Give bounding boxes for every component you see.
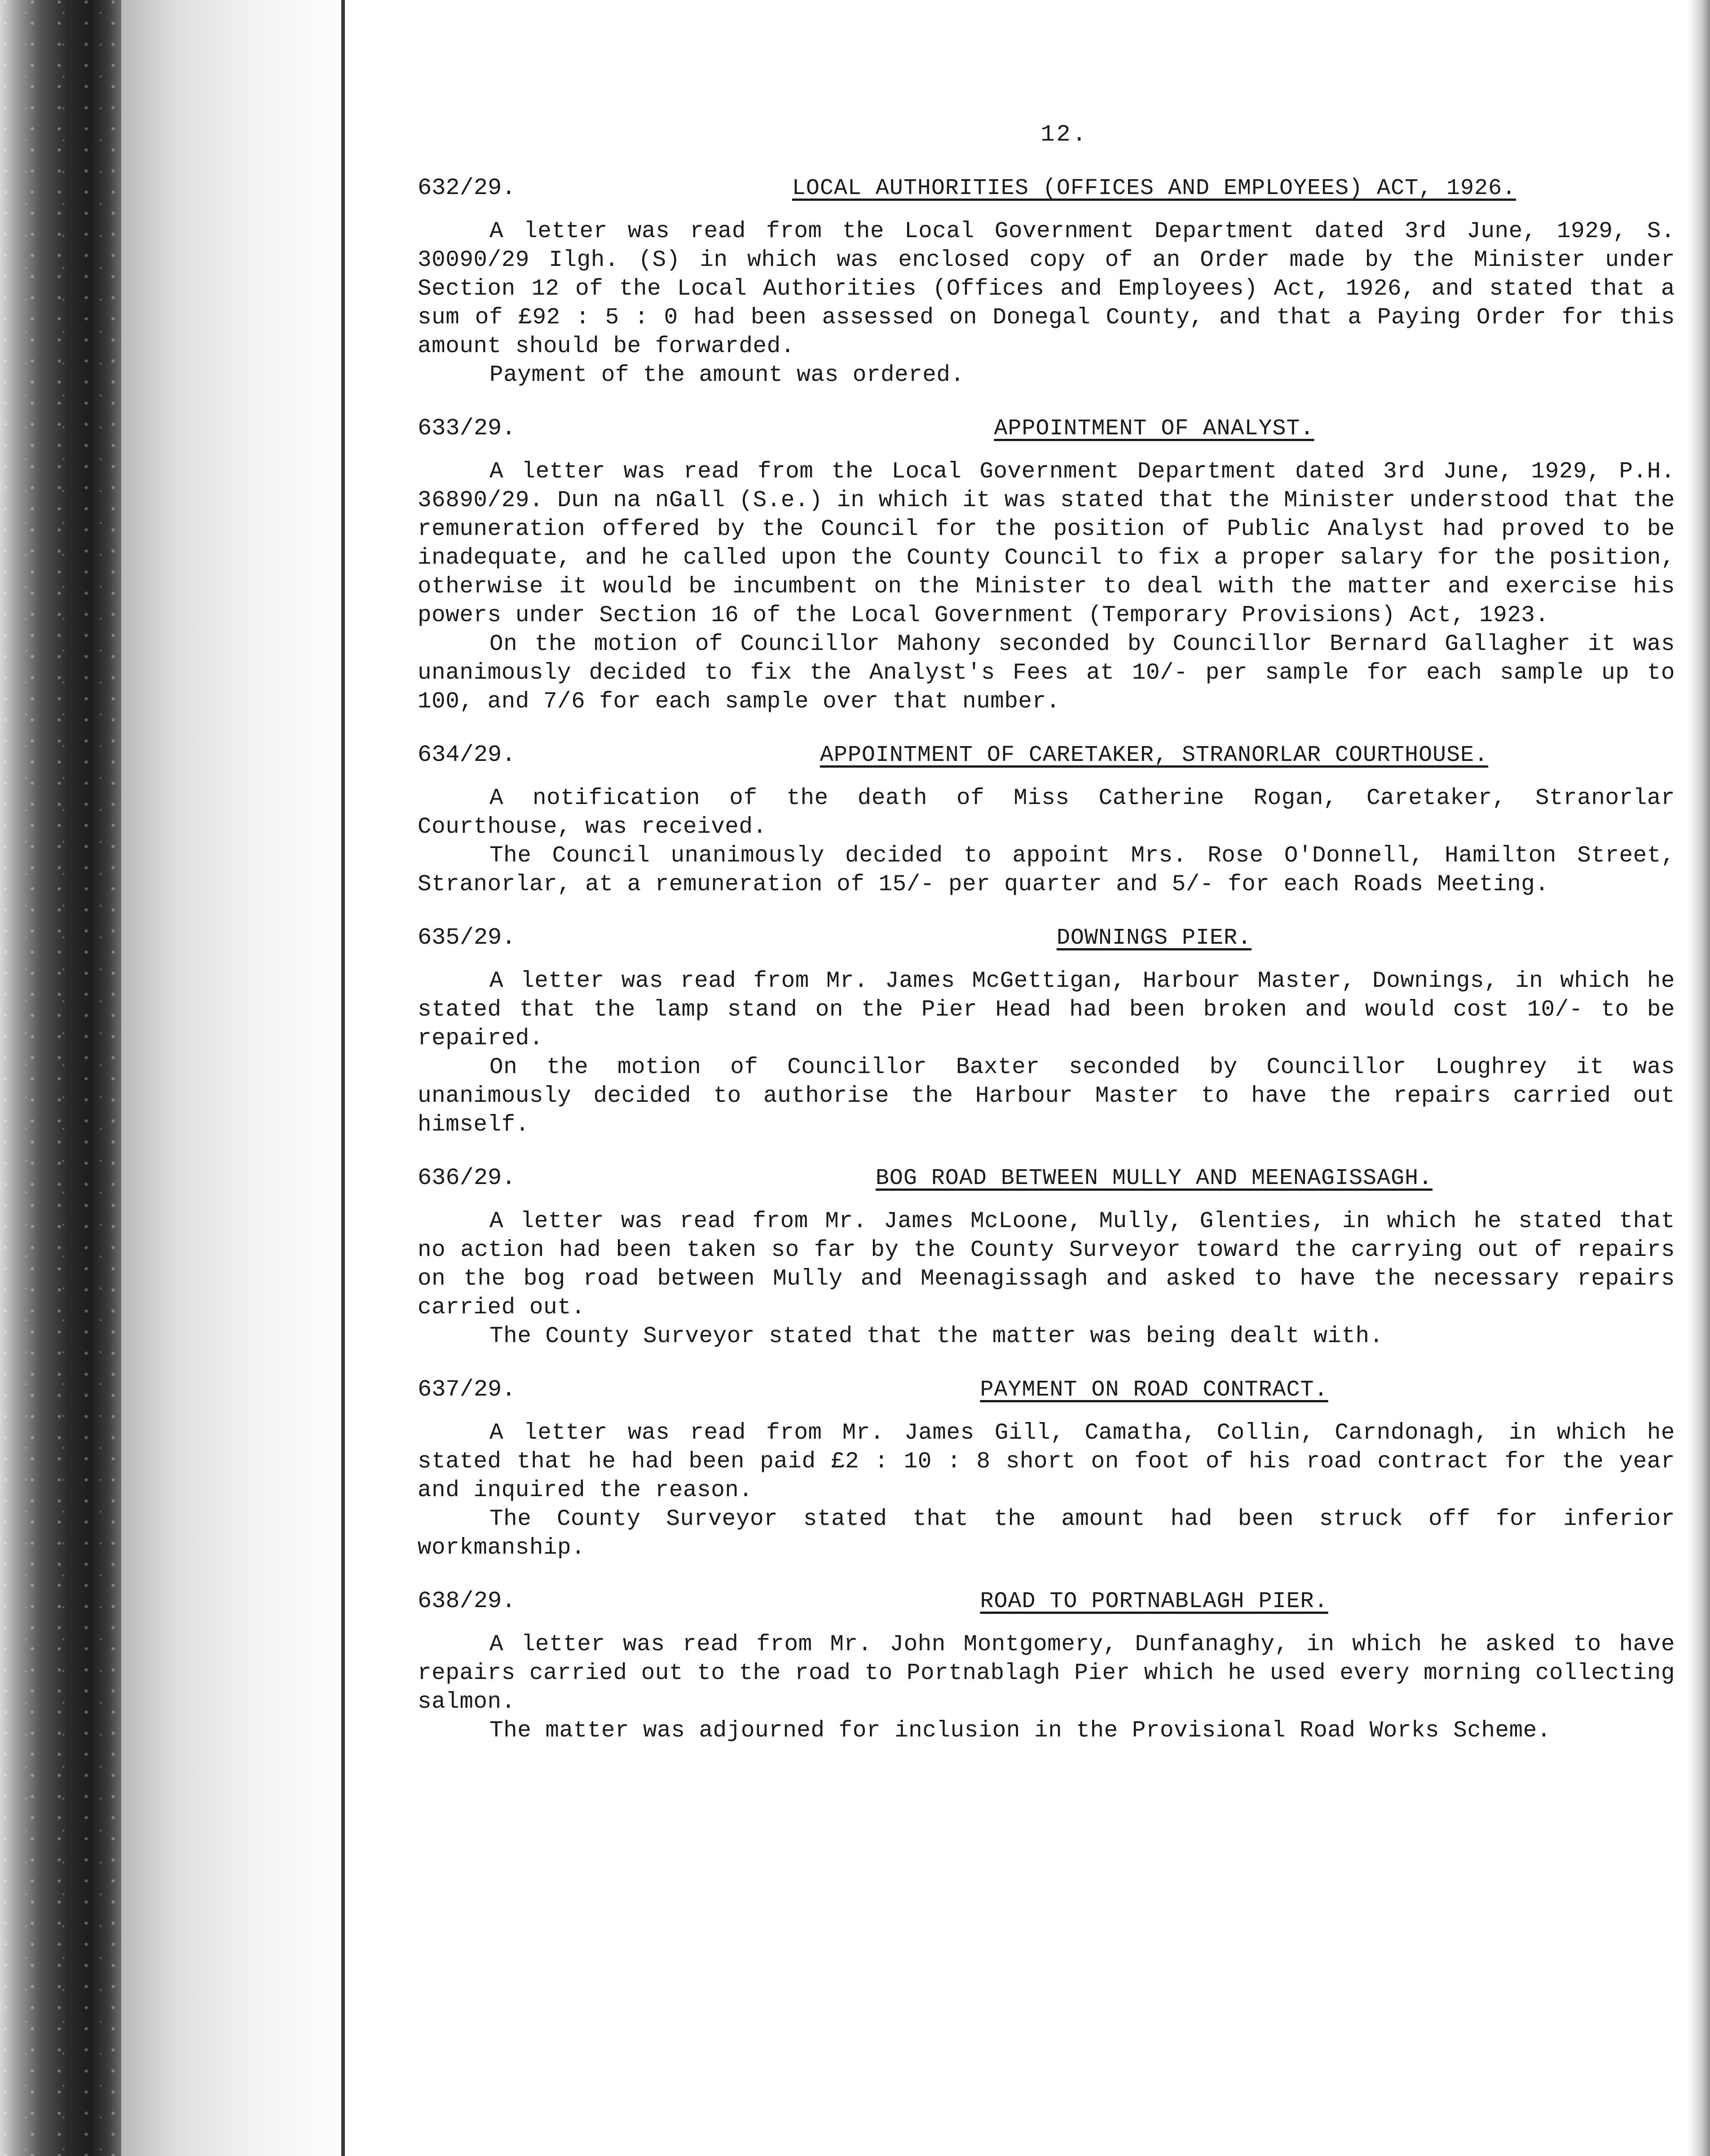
entry-reference-number: 635/29. [418,924,516,951]
entry-header [418,924,1675,951]
entry-heading: ROAD TO PORTNABLAGH PIER. [980,1589,1328,1614]
minute-entry [418,1376,1675,1563]
entry-header [418,1165,1675,1191]
entry-heading: PAYMENT ON ROAD CONTRACT. [980,1377,1328,1403]
entry-paragraph: A letter was read from Mr. James Gill, Camatha, Collin, Carndonagh, in which he stated that he had been paid £2 : 10 : 8 short on foot of his road contract for the year and inquired the reason. [418,1420,1675,1503]
binding-texture [0,0,126,2156]
page-gutter-shadow [121,0,355,2156]
minute-entry [418,1165,1675,1351]
entry-header [418,175,1675,201]
minute-entry [418,924,1675,1140]
entry-paragraph: A letter was read from Mr. James McGettigan, Harbour Master, Downings, in which he stated that the lamp stand on the Pier Head had been broken and would cost 10/- to be repaired. [418,968,1675,1051]
entry-heading: LOCAL AUTHORITIES (OFFICES AND EMPLOYEES) ACT, 1926. [792,176,1516,201]
minute-entry [418,175,1675,390]
entry-paragraph: On the motion of Councillor Mahony seconded by Councillor Bernard Gallagher it was unanimously decided to fix the Analyst's Fees at 10/- per sample for each sample up to 100, and 7/6 for each sample over that number. [418,632,1675,715]
entry-heading: BOG ROAD BETWEEN MULLY AND MEENAGISSAGH. [875,1166,1433,1191]
document-page [418,121,1675,2143]
minutes-entries [418,175,1675,1745]
entry-reference-number: 632/29. [418,175,516,201]
entry-paragraph: A notification of the death of Miss Catherine Rogan, Caretaker, Stranorlar Courthouse, was received. [418,786,1675,840]
entry-reference-number: 633/29. [418,415,516,442]
entry-header [418,1588,1675,1614]
entry-paragraph: The Council unanimously decided to appoint Mrs. Rose O'Donnell, Hamilton Street, Stranorlar, at a remuneration of 15/- per quarter and 5/- for each Roads Meeting. [418,843,1675,897]
entry-heading: APPOINTMENT OF ANALYST. [994,416,1314,442]
minute-entry [418,742,1675,899]
page-number: 12. [1040,121,1088,148]
entry-paragraph: The County Surveyor stated that the matter was being dealt with. [489,1324,1384,1349]
entry-reference-number: 638/29. [418,1588,516,1614]
entry-heading: DOWNINGS PIER. [1056,925,1252,951]
entry-header [418,1376,1675,1403]
entry-paragraph: A letter was read from the Local Government Department dated 3rd June, 1929, P.H. 36890/29. Dun na nGall (S.e.) in which it was stated that the Minister understood that the remuneration offered by the Council for the position of Public Analyst had proved to be inadequate, and he called upon the County Council to fix a proper salary for the position, otherwise it would be incumbent on the Minister to deal with the matter and exercise his powers under Section 16 of the Local Government (Temporary Provisions) Act, 1923. [418,459,1675,628]
entry-header [418,742,1675,768]
entry-paragraph: The County Surveyor stated that the amount had been struck off for inferior workmanship. [418,1507,1675,1561]
entry-paragraph: Payment of the amount was ordered. [489,362,965,388]
entry-paragraph: On the motion of Councillor Baxter seconded by Councillor Loughrey it was unanimously decided to authorise the Harbour Master to have the repairs carried out himself. [418,1055,1675,1138]
entry-header [418,415,1675,442]
entry-paragraph: A letter was read from Mr. James McLoone, Mully, Glenties, in which he stated that no action had been taken so far by the County Surveyor toward the carrying out of repairs on the bog road between Mully and Meenagissagh and asked to have the necessary repairs carried out. [418,1209,1675,1321]
page-fold-line [341,0,345,2156]
minute-entry [418,1588,1675,1745]
entry-paragraph: A letter was read from Mr. John Montgomery, Dunfanaghy, in which he asked to have repairs carried out to the road to Portnablagh Pier which he used every morning collecting salmon. [418,1632,1675,1715]
entry-reference-number: 636/29. [418,1165,516,1191]
entry-reference-number: 634/29. [418,742,516,768]
entry-paragraph: The matter was adjourned for inclusion in the Provisional Road Works Scheme. [489,1718,1551,1744]
entry-heading: APPOINTMENT OF CARETAKER, STRANORLAR COURTHOUSE. [820,742,1489,768]
entry-reference-number: 637/29. [418,1376,516,1403]
entry-paragraph: A letter was read from the Local Government Department dated 3rd June, 1929, S. 30090/29 Ilgh. (S) in which was enclosed copy of an Order made by the Minister under Section 12 of the Local Authorities (Offices and Employees) Act, 1926, and stated that a sum of £92 : 5 : 0 had been assessed on Donegal County, and that a Paying Order for this amount should be forwarded. [418,219,1675,359]
minute-entry [418,415,1675,716]
page-right-edge [1688,0,1710,2156]
